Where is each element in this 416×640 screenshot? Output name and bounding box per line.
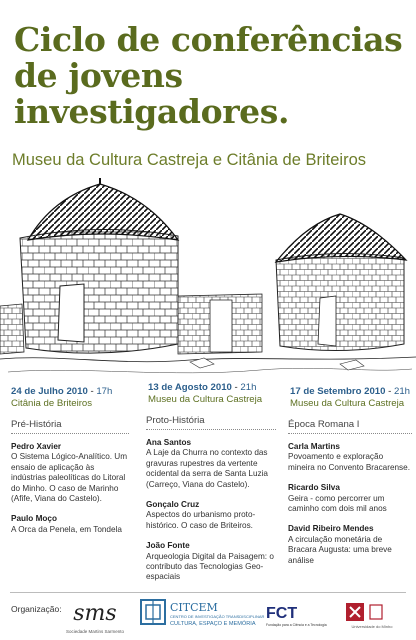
talk-topic: O Sistema Lógico-Analítico. Um ensaio de aplicação às indústrias paleolíticas do Litoral do Minho. O caso de Marinho (Afife, Viana do Castelo). — [11, 452, 128, 504]
talk-speaker: Carla Martins — [288, 442, 340, 451]
session-period: Proto-História — [146, 416, 276, 430]
talk-speaker: Gonçalo Cruz — [146, 500, 200, 510]
castro-houses-illustration — [0, 176, 416, 382]
date-text: 17 de Setembro 2010 — [290, 386, 386, 397]
talk-topic: A circulação monetária de Bracara Augusta: uma breve análise — [288, 534, 392, 565]
time-text: 21h — [240, 382, 257, 393]
sms-mark: sms — [73, 601, 117, 626]
session-period: Época Romana I — [288, 420, 412, 434]
talk-speaker: David Ribeiro Mendes — [288, 524, 374, 534]
session-venue: Citânia de Briteiros — [11, 397, 93, 409]
talk-topic: A Laje da Churra no contexto das gravuras rupestres da vertente ocidental da serra de Santa Luzia (Carreço, Viana do Castelo). — [146, 448, 268, 489]
talk-item — [288, 483, 412, 514]
time-text: 21h — [394, 386, 411, 397]
talk-item — [288, 524, 412, 566]
session-1 — [11, 386, 129, 545]
citcem-line2: CULTURA, ESPAÇO E MEMÓRIA — [170, 621, 256, 627]
session-date: 13 de Agosto 2010 - 21h — [148, 382, 257, 393]
session-date: 17 de Setembro 2010 - 21h — [290, 386, 411, 397]
talk-item — [11, 514, 129, 535]
citcem-name: CITCEM — [170, 601, 218, 614]
fct-caption: Fundação para a Ciência e a Tecnologia — [266, 623, 327, 627]
session-venue: Museu da Cultura Castreja — [290, 397, 405, 409]
talk-topic: Geira - como percorrer um caminho com dois mil anos — [288, 493, 387, 514]
uminho-logo — [340, 601, 404, 633]
talk-item — [146, 438, 276, 490]
citcem-line1: CENTRO DE INVESTIGAÇÃO TRANSDISCIPLINAR — [170, 614, 265, 619]
sms-caption: Sociedade Martins Sarmento — [65, 629, 125, 634]
title-line: de jovens — [14, 56, 183, 95]
title-line: investigadores. — [14, 92, 290, 131]
time-text: 17h — [96, 386, 113, 397]
talk-item — [11, 442, 129, 504]
sms-logo — [60, 597, 130, 637]
session-venue: Museu da Cultura Castreja — [148, 393, 263, 405]
session-date: 24 de Julho 2010 - 17h — [11, 386, 113, 397]
talk-topic: A Orca da Penela, em Tondela — [11, 524, 122, 534]
talk-item — [146, 500, 276, 531]
session-period: Pré-História — [11, 420, 129, 434]
talk-speaker: Ana Santos — [146, 438, 192, 447]
citcem-logo — [140, 598, 268, 630]
date-text: 24 de Julho 2010 — [11, 386, 88, 397]
footer-divider — [10, 592, 406, 593]
talk-item — [288, 442, 412, 473]
talk-speaker: João Fonte — [146, 541, 190, 551]
title-line: Ciclo de conferências — [14, 20, 403, 59]
talk-speaker: Paulo Moço — [11, 514, 57, 524]
uminho-caption: Universidade do Minho — [351, 624, 393, 629]
fct-logo — [264, 601, 327, 631]
talk-item — [146, 541, 276, 583]
date-text: 13 de Agosto 2010 — [148, 382, 232, 393]
poster-title — [14, 22, 404, 130]
poster-subtitle: Museu da Cultura Castreja e Citânia de Briteiros — [12, 151, 367, 169]
talk-topic: Aspectos do urbanismo proto-histórico. O caso de Briteiros. — [146, 510, 256, 530]
fct-name: FCT — [266, 605, 298, 622]
session-2 — [146, 382, 276, 593]
talk-speaker: Ricardo Silva — [288, 483, 340, 493]
session-3 — [288, 386, 412, 576]
organizer-label: Organização: — [11, 604, 62, 614]
talk-topic: Arqueologia Digital da Paisagem: o contributo das Tecnologias Geo-espaciais — [146, 551, 274, 582]
talk-speaker: Pedro Xavier — [11, 442, 62, 451]
talk-topic: Povoamento e exploração mineira no Convento Bracarense. — [288, 452, 410, 472]
